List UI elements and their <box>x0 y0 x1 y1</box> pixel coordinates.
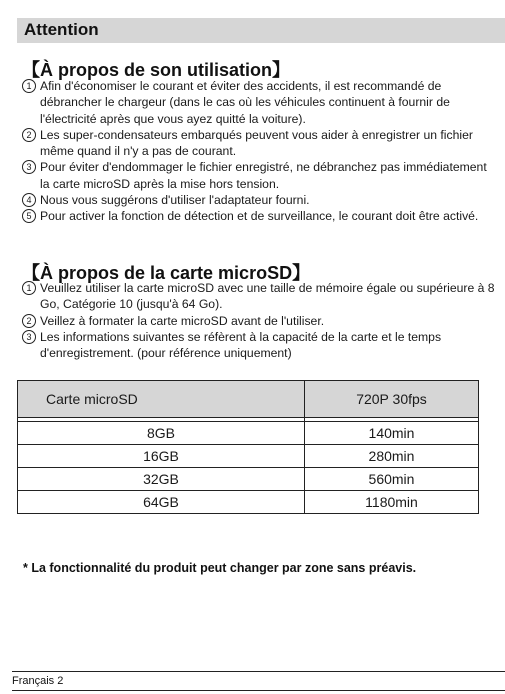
circled-number: 2 <box>22 128 36 142</box>
microsd-list <box>20 280 496 361</box>
footer-divider <box>12 690 505 691</box>
circled-number: 3 <box>22 330 36 344</box>
cell-capacity: 64GB <box>18 491 305 514</box>
list-item <box>20 159 496 192</box>
table-row <box>18 468 479 491</box>
page-number: Français 2 <box>12 675 64 687</box>
header-resolution: 720P 30fps <box>305 381 479 418</box>
circled-number: 5 <box>22 209 36 223</box>
list-item-text: Pour activer la fonction de détection et de surveillance, le courant doit être activé. <box>40 209 479 224</box>
list-item-text: Nous vous suggérons d'utiliser l'adaptateur fourni. <box>40 193 310 208</box>
list-item-text: Afin d'économiser le courant et éviter des accidents, il est recommandé de débrancher le chargeur (dans le cas où les véhicules continuent à fournir de l'électricité après que vous ayez quitté la voiture). <box>40 79 450 126</box>
attention-header <box>17 18 505 43</box>
page-title: Attention <box>24 20 99 39</box>
list-item-text: Veillez à formater la carte microSD avant de l'utiliser. <box>40 313 325 328</box>
circled-number: 1 <box>22 79 36 93</box>
list-item-text: Les super-condensateurs embarqués peuvent vous aider à enregistrer un fichier même quand il n'y a pas de courant. <box>40 127 473 159</box>
section-usage-title: 【À propos de son utilisation】 <box>22 60 291 80</box>
circled-number: 3 <box>22 160 36 174</box>
disclaimer-note: * La fonctionnalité du produit peut changer par zone sans préavis. <box>23 561 417 575</box>
list-item <box>20 78 496 127</box>
cell-capacity: 16GB <box>18 445 305 468</box>
list-item-text: Pour éviter d'endommager le fichier enregistré, ne débranchez pas immédiatement la carte microSD après la mise hors tension. <box>40 160 487 191</box>
list-item <box>20 192 496 208</box>
capacity-table <box>17 380 479 514</box>
list-item-text: Veuillez utiliser la carte microSD avec une taille de mémoire égale ou supérieure à 8 Go, Catégorie 10 (jusqu'à 64 Go). <box>40 281 495 312</box>
list-item <box>20 329 496 362</box>
usage-list <box>20 78 496 225</box>
cell-capacity: 32GB <box>18 468 305 491</box>
cell-duration: 280min <box>305 445 479 468</box>
cell-duration: 1180min <box>305 491 479 514</box>
list-item-text: Les informations suivantes se réfèrent à la capacité de la carte et le temps d'enregistrement. (pour référence uniquement) <box>40 329 442 361</box>
cell-duration: 560min <box>305 468 479 491</box>
circled-number: 1 <box>22 281 36 295</box>
list-item <box>20 280 496 313</box>
cell-duration: 140min <box>305 422 479 445</box>
header-card: Carte microSD <box>18 381 305 418</box>
circled-number: 2 <box>22 314 36 328</box>
section-microsd-title: 【À propos de la carte microSD】 <box>22 263 311 283</box>
list-item <box>20 313 496 329</box>
cell-capacity: 8GB <box>18 422 305 445</box>
list-item <box>20 127 496 160</box>
circled-number: 4 <box>22 193 36 207</box>
table-header-row <box>18 381 479 418</box>
list-item <box>20 208 496 224</box>
table-row <box>18 422 479 445</box>
table-row <box>18 445 479 468</box>
footer-divider <box>12 671 505 672</box>
table-row <box>18 491 479 514</box>
